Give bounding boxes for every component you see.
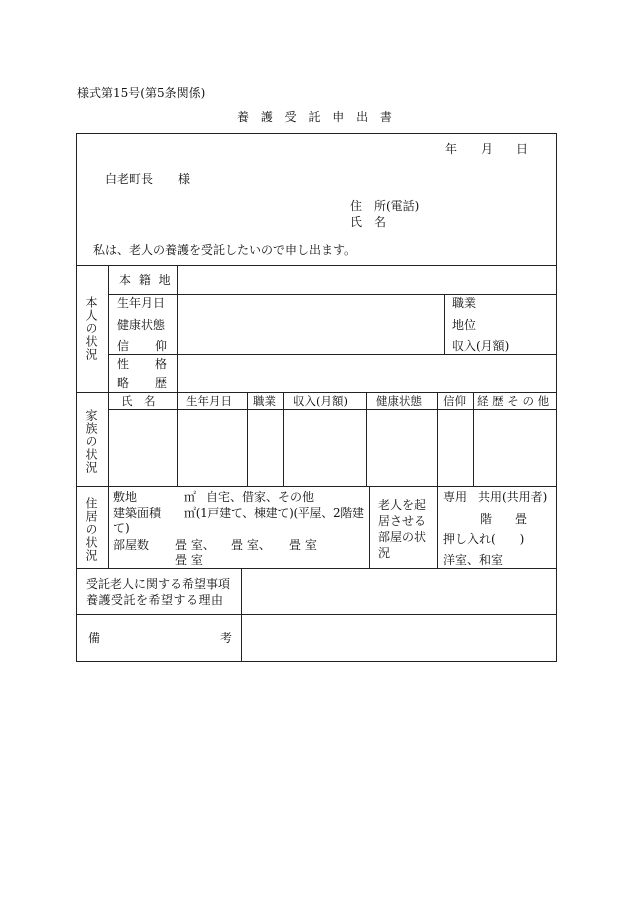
shared-label: 共用(共用者) — [478, 490, 548, 504]
family-col-health: 健康状態 — [376, 394, 422, 408]
self-section-label: 本人の状況 — [84, 296, 98, 361]
faith-label-1: 信 — [117, 339, 130, 353]
rule-honseki — [108, 294, 557, 295]
family-col-name: 氏 名 — [121, 394, 156, 408]
rule-self-label-col — [177, 265, 178, 392]
rule-fam-5 — [437, 392, 438, 486]
ownership-options: 自宅、借家、その他 — [206, 490, 315, 504]
floor-area-label: 建築面積 — [113, 506, 162, 520]
date-month: 月 — [481, 142, 494, 156]
floor-word: 階 — [480, 512, 493, 526]
remarks-label-left: 備 — [88, 631, 101, 645]
tatami-word: 畳 — [515, 512, 528, 526]
rooms-unit-3: 畳 室 — [289, 538, 317, 552]
personality-label-2: 格 — [155, 357, 168, 371]
rule-fam-6 — [473, 392, 474, 486]
closet-label: 押し入れ( ) — [443, 532, 525, 546]
room-type-label: 洋室、和室 — [443, 553, 504, 567]
date-year: 年 — [445, 142, 458, 156]
remarks-label-right: 考 — [220, 631, 233, 645]
rooms-label: 部屋数 — [113, 538, 150, 552]
position-label: 地位 — [452, 318, 477, 332]
rule-fam-3 — [283, 392, 284, 486]
history-label-2: 歴 — [155, 376, 168, 390]
rule-wishes-top — [76, 568, 557, 569]
history-label-1: 略 — [117, 376, 130, 390]
rule-family-header — [108, 409, 557, 410]
family-col-occupation: 職業 — [253, 394, 276, 408]
form-title: 養 護 受 託 申 出 書 — [237, 110, 396, 124]
addressee-honorific: 様 — [178, 172, 191, 186]
rule-fam-4 — [366, 392, 367, 486]
honseki-label: 本 籍 地 — [119, 273, 173, 287]
rule-fam-1 — [177, 392, 178, 486]
private-label: 専用 — [443, 490, 468, 504]
family-col-faith: 信仰 — [443, 394, 466, 408]
rule-birth — [108, 354, 557, 355]
address-label: 住 所(電話) — [350, 199, 420, 213]
rule-bottom-col — [241, 568, 242, 662]
family-col-income: 収入(月額) — [293, 394, 348, 408]
wishes-label-1: 受託老人に関する希望事項 — [86, 577, 231, 591]
addressee-name: 白老町長 — [105, 172, 154, 186]
family-section-label: 家族の状況 — [84, 409, 98, 474]
floor-area-unit: ㎡(1戸建て、棟建て)(平屋、2階建 — [184, 506, 364, 520]
housing-section-label: 住居の状況 — [84, 497, 98, 562]
family-col-birth: 生年月日 — [186, 394, 232, 408]
income-label: 収入(月額) — [452, 339, 510, 353]
wishes-label-2: 養護受託を希望する理由 — [86, 593, 224, 607]
rooms-unit-4: 畳 室 — [175, 553, 203, 567]
rule-housing-mid — [369, 486, 370, 568]
rule-family-top — [76, 392, 557, 393]
statement-text: 私は、老人の養護を受託したいので申し出ます。 — [93, 243, 357, 257]
rule-section-col — [108, 265, 109, 568]
site-label: 敷地 — [113, 490, 138, 504]
rule-housing-right — [437, 486, 438, 568]
rooms-unit-1: 畳 室、 — [175, 538, 215, 552]
form-number: 様式第15号(第5条関係) — [77, 86, 206, 100]
elder-room-label: 老人を起居させる部屋の状況 — [378, 498, 427, 560]
family-col-other: 経 歴 そ の 他 — [477, 394, 550, 408]
personality-label-1: 性 — [117, 357, 130, 371]
birth-label: 生年月日 — [117, 296, 166, 310]
name-label: 氏 名 — [350, 215, 387, 229]
rule-occupation-col — [444, 294, 445, 354]
occupation-label: 職業 — [452, 296, 477, 310]
rule-remarks-top — [76, 614, 557, 615]
health-label: 健康状態 — [117, 318, 166, 332]
rooms-unit-2: 畳 室、 — [231, 538, 271, 552]
rule-fam-2 — [247, 392, 248, 486]
rule-self-top — [76, 265, 557, 266]
floor-area-cont: て) — [113, 521, 130, 535]
date-day: 日 — [516, 142, 529, 156]
faith-label-2: 仰 — [155, 339, 168, 353]
site-unit: ㎡ — [184, 490, 197, 504]
rule-housing-top — [76, 486, 557, 487]
